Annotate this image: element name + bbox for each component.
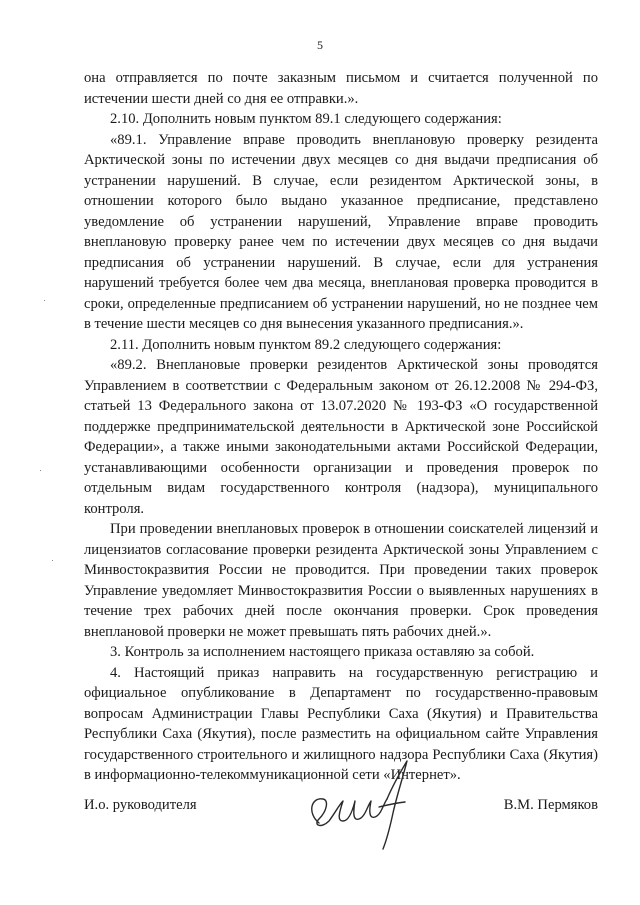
document-body xyxy=(84,68,598,786)
signer-name: В.М. Пермяков xyxy=(503,797,598,813)
paragraph-clause-89-2: «89.2. Внеплановые проверки резидентов Арктической зоны проводятся Управлением в соответствии с Федеральным законом от 26.12.2008 № 294-ФЗ, статьей 13 Федерального закона от 13.07.2020 № 193-ФЗ «О государственной поддержке предпринимательской деятельности в Арктической зоне Российской Федерации», а также иными законодательными актами Российской Федерации, устанавливающими особенности организации и проведения проверок по отдельным видам государственного контроля (надзора), муниципального контроля. xyxy=(84,357,598,517)
signer-title: И.о. руководителя xyxy=(84,797,197,813)
handwritten-signature xyxy=(289,755,424,855)
scan-speck xyxy=(40,470,41,471)
scan-speck xyxy=(44,300,45,301)
paragraph-item-3: 3. Контроль за исполнением настоящего приказа оставляю за собой. xyxy=(110,644,535,660)
paragraph-item-4: 4. Настоящий приказ направить на государственную регистрацию и официальное опубликование в Департамент по государственно-правовым вопросам Администрации Главы Республики Саха (Якутия) и Правительства Республики Саха (Якутия), после разместить на официальном сайте Управления государственного строительного и жилищного надзора Республики Саха (Якутия) в информационно-телекоммуникационной сети «Интернет». xyxy=(84,664,598,783)
paragraph-continuation: она отправляется по почте заказным письмом и считается полученной по истечении шести дней со дня ее отправки.». xyxy=(84,70,598,107)
signature-block xyxy=(84,795,598,855)
paragraph-clause-89-1: «89.1. Управление вправе проводить внеплановую проверку резидента Арктической зоны по истечении двух месяцев со дня выдачи предписания об устранении нарушений. В случае, если резидентом Арктической зоны, в отношении которого было выдано указанное предписание, представлено уведомление об устранении нарушений, Управление вправе проводить внеплановую проверку ранее чем по истечении двух месяцев со дня выдачи предписания об устранении нарушений. В случае, если для устранения нарушений требуется более чем два месяца, внеплановая проверка проводится в сроки, определенные предписанием об устранении нарушений, но не позднее чем в течение шести месяцев со дня вынесения указанного предписания.». xyxy=(84,131,598,332)
paragraph-clause-89-2-continued: При проведении внеплановых проверок в отношении соискателей лицензий и лицензиатов согласование проверки резидента Арктической зоны Управлением с Минвостокразвития России не проводится. При проведении таких проверок Управление уведомляет Минвостокразвития России о выявленных нарушениях в течение трех рабочих дней после окончания проверки. Срок проведения внеплановой проверки не может превышать пять рабочих дней.». xyxy=(84,521,598,640)
scan-speck xyxy=(52,560,53,561)
page-number: 5 xyxy=(317,38,323,52)
paragraph-item-2-11: 2.11. Дополнить новым пунктом 89.2 следующего содержания: xyxy=(110,336,502,353)
paragraph-item-2-10: 2.10. Дополнить новым пунктом 89.1 следующего содержания: xyxy=(110,111,502,127)
